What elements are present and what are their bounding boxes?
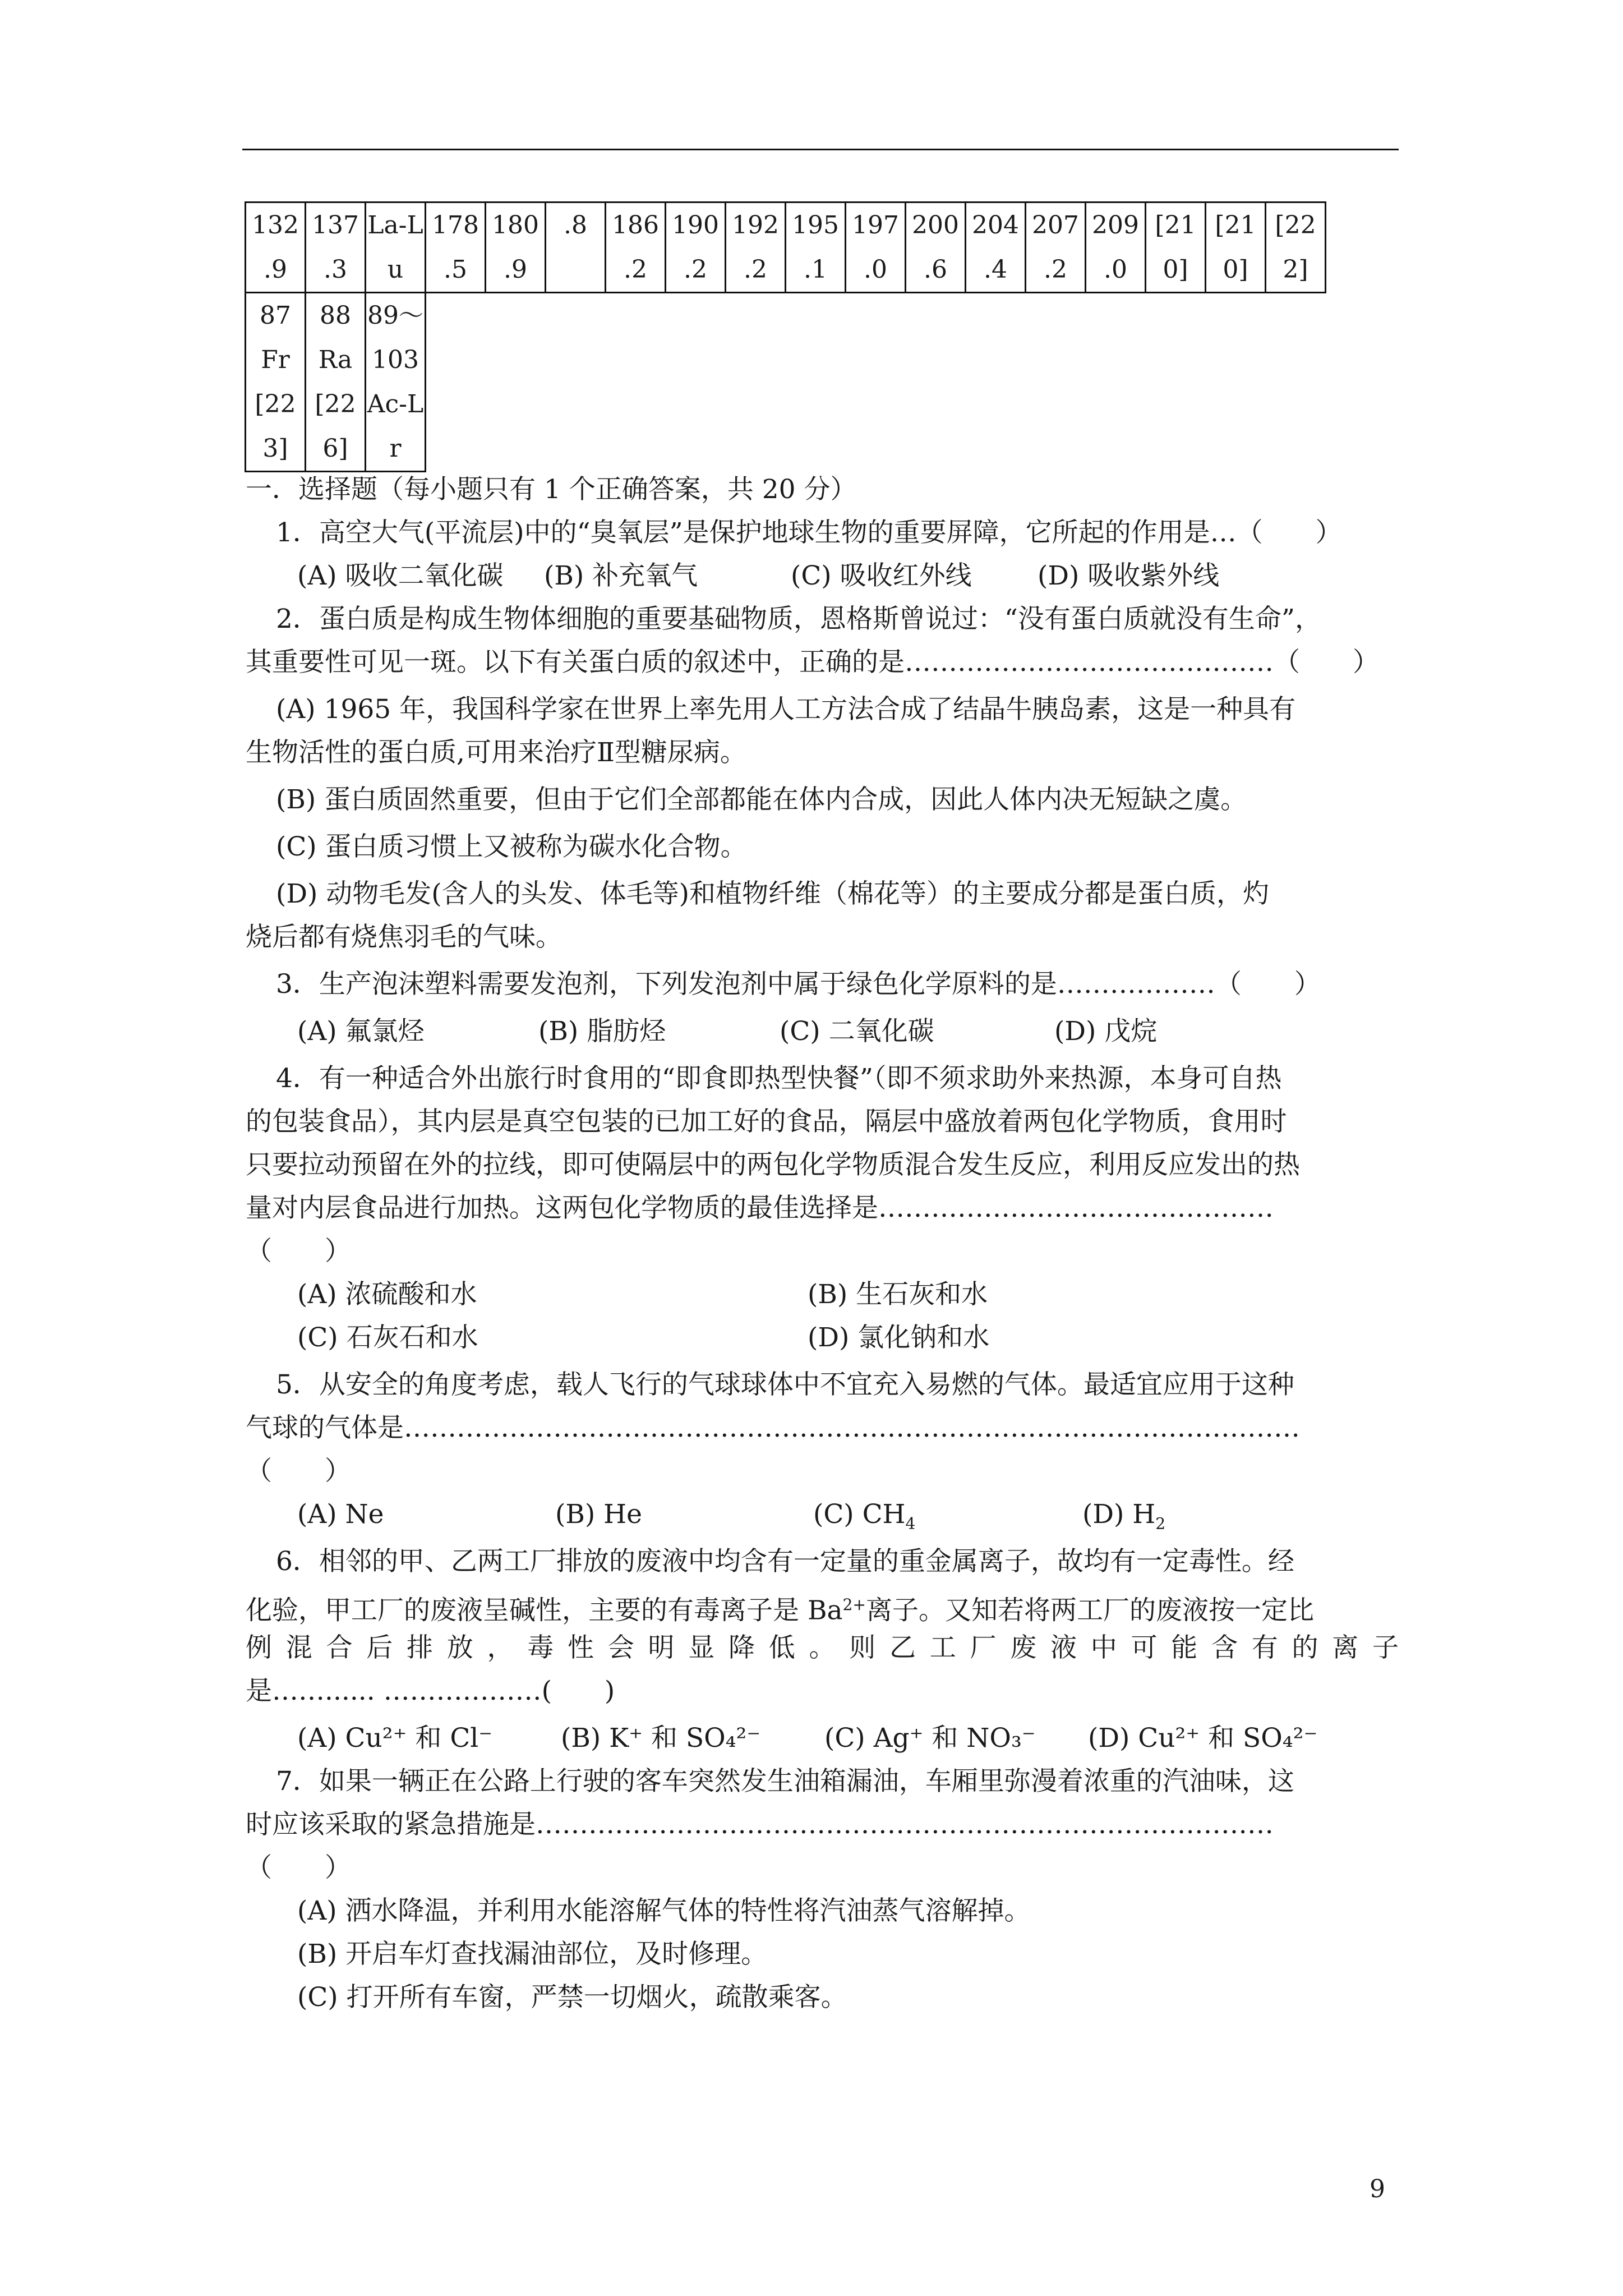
option-c: (C) Ag⁺ 和 NO₃⁻ (824, 1723, 1036, 1754)
question-4-stem-cont: 量对内层食品进行加热。这两包化学物质的最佳选择是……………………………………… (246, 1193, 1274, 1223)
question-5-options (246, 1493, 1399, 1536)
question-2-option-c: (C) 蛋白质习惯上又被称为碳水化合物。 (276, 831, 747, 862)
option-a: (A) Cu²⁺ 和 Cl⁻ (297, 1723, 493, 1754)
table-cell-fr: 87 Fr [22 3] (246, 293, 306, 472)
option-c: (C) 石灰石和水 (297, 1322, 478, 1353)
question-4-options (246, 1316, 1399, 1359)
option-b: (B) 补充氧气 (544, 560, 698, 591)
question-6-stem-cont: 化验，甲工厂的废液呈碱性，主要的有毒离子是 $Ba^{2+}$离子。又知若将两工厂的废液按一定比 (246, 1595, 1315, 1626)
periodic-table-fragment (245, 201, 1326, 472)
answer-paren: （ ） (246, 1236, 351, 1267)
question-2-option-b: (B) 蛋白质固然重要，但由于它们全部都能在体内合成，因此人体内决无短缺之虞。 (276, 784, 1247, 815)
table-row (246, 293, 1326, 472)
table-cell: 204 .4 (966, 203, 1026, 293)
table-cell: 137 .3 (306, 203, 366, 293)
option-d: (D) 吸收紫外线 (1038, 560, 1220, 591)
table-cell: 190 .2 (666, 203, 726, 293)
table-cell: La-L u (366, 203, 426, 293)
option-b: (B) 生石灰和水 (808, 1279, 988, 1310)
option-d: (D) Cu²⁺ 和 SO₄²⁻ (1088, 1723, 1318, 1754)
option-a: (A) 浓硫酸和水 (297, 1279, 477, 1310)
table-cell: 178 .5 (426, 203, 486, 293)
question-7-stem: 7．如果一辆正在公路上行驶的客车突然发生油箱漏油，车厢里弥漫着浓重的汽油味，这 (276, 1766, 1294, 1797)
question-3-options (246, 1010, 1399, 1053)
question-2-stem-cont: 其重要性可见一斑。以下有关蛋白质的叙述中，正确的是……………………………………（ ） (246, 647, 1379, 678)
table-cell: .8 (546, 203, 606, 293)
question-5-stem-cont: 气球的气体是………………………………………………………………………………………… (246, 1412, 1300, 1443)
question-4-stem-cont: 只要拉动预留在外的拉线，即可使隔层中的两包化学物质混合发生反应，利用反应发出的热 (246, 1149, 1300, 1180)
question-1-options (246, 554, 1399, 597)
table-cell: 192 .2 (726, 203, 786, 293)
question-2-option-a: (A) 1965 年，我国科学家在世界上率先用人工方法合成了结晶牛胰岛素，这是一种具有 (276, 694, 1296, 725)
table-cell: 197 .0 (846, 203, 906, 293)
table-cell: 200 .6 (906, 203, 966, 293)
question-content (246, 468, 1399, 2019)
question-2-stem: 2．蛋白质是构成生物体细胞的重要基础物质，恩格斯曾说过：“没有蛋白质就没有生命”， (276, 604, 1321, 634)
table-cell-ac: 89～ 103 Ac-L r (366, 293, 426, 472)
table-cell-ra: 88 Ra [22 6] (306, 293, 366, 472)
question-7-option-a: (A) 洒水降温，并利用水能溶解气体的特性将汽油蒸气溶解掉。 (297, 1895, 1031, 1926)
question-3-stem: 3．生产泡沫塑料需要发泡剂，下列发泡剂中属于绿色化学原料的是………………（ ） (276, 969, 1321, 1000)
table-cell: 207 .2 (1026, 203, 1086, 293)
question-6-stem-cont: 是……...... ………………( ) (246, 1676, 615, 1706)
question-4-options (246, 1273, 1399, 1316)
option-a: (A) 吸收二氧化碳 (297, 560, 504, 591)
question-2-option-d: (D) 动物毛发(含人的头发、体毛等)和植物纤维（棉花等）的主要成分都是蛋白质，灼 (276, 878, 1269, 909)
question-6-stem-cont: 例混合后排放，毒性会明显降低。则乙工厂废液中可能含有的离子 (246, 1632, 1399, 1663)
table-cell: 186 .2 (606, 203, 666, 293)
option-c: (C) $CH_4$ (813, 1499, 916, 1533)
option-b: (B) K⁺ 和 SO₄²⁻ (561, 1723, 761, 1754)
table-cell: 209 .0 (1086, 203, 1146, 293)
question-6-options (246, 1717, 1399, 1760)
answer-paren: （ ） (246, 1456, 351, 1487)
answer-paren: （ ） (246, 1852, 351, 1883)
question-2-option-d-cont: 烧后都有烧焦羽毛的气味。 (246, 922, 562, 953)
table-row (246, 203, 1326, 293)
option-d: (D) $H_2$ (1082, 1499, 1166, 1533)
question-6-stem: 6．相邻的甲、乙两工厂排放的废液中均含有一定量的重金属离子，故均有一定毒性。经 (276, 1546, 1294, 1577)
question-7-option-c: (C) 打开所有车窗，严禁一切烟火，疏散乘客。 (297, 1982, 847, 2013)
option-a: (A) Ne (297, 1499, 384, 1530)
question-7-option-b: (B) 开启车灯查找漏油部位，及时修理。 (297, 1939, 768, 1970)
question-7-stem-cont: 时应该采取的紧急措施是………………………………………………………………………… (246, 1809, 1274, 1840)
table-cell: [21 0] (1206, 203, 1266, 293)
option-c: (C) 二氧化碳 (780, 1016, 934, 1047)
option-b: (B) He (555, 1499, 642, 1530)
question-4-stem: 4．有一种适合外出旅行时食用的“即食即热型快餐”（即不须求助外来热源，本身可自热 (276, 1063, 1282, 1094)
question-4-stem-cont: 的包装食品），其内层是真空包装的已加工好的食品，隔层中盛放着两包化学物质，食用时 (246, 1106, 1287, 1137)
page-number: 9 (1370, 2175, 1385, 2203)
table-cell: [21 0] (1146, 203, 1206, 293)
table-empty-area (426, 293, 1326, 472)
table-cell: [22 2] (1266, 203, 1326, 293)
question-5-stem: 5．从安全的角度考虑，载人飞行的气球球体中不宜充入易燃的气体。最适宜应用于这种 (276, 1369, 1294, 1400)
option-c: (C) 吸收红外线 (791, 560, 972, 591)
section-title: 一．选择题（每小题只有 1 个正确答案，共 20 分） (246, 474, 857, 505)
option-d: (D) 氯化钠和水 (808, 1322, 990, 1353)
header-rule (242, 149, 1399, 150)
table-cell: 180 .9 (486, 203, 546, 293)
table-cell: 132 .9 (246, 203, 306, 293)
option-b: (B) 脂肪烃 (538, 1016, 666, 1047)
question-2-option-a-cont: 生物活性的蛋白质,可用来治疗Ⅱ型糖尿病。 (246, 737, 746, 768)
table-cell: 195 .1 (786, 203, 846, 293)
question-1-stem: 1．高空大气(平流层)中的“臭氧层”是保护地球生物的重要屏障，它所起的作用是…（ ） (276, 517, 1342, 548)
option-a: (A) 氟氯烃 (297, 1016, 425, 1047)
option-d: (D) 戊烷 (1054, 1016, 1158, 1047)
